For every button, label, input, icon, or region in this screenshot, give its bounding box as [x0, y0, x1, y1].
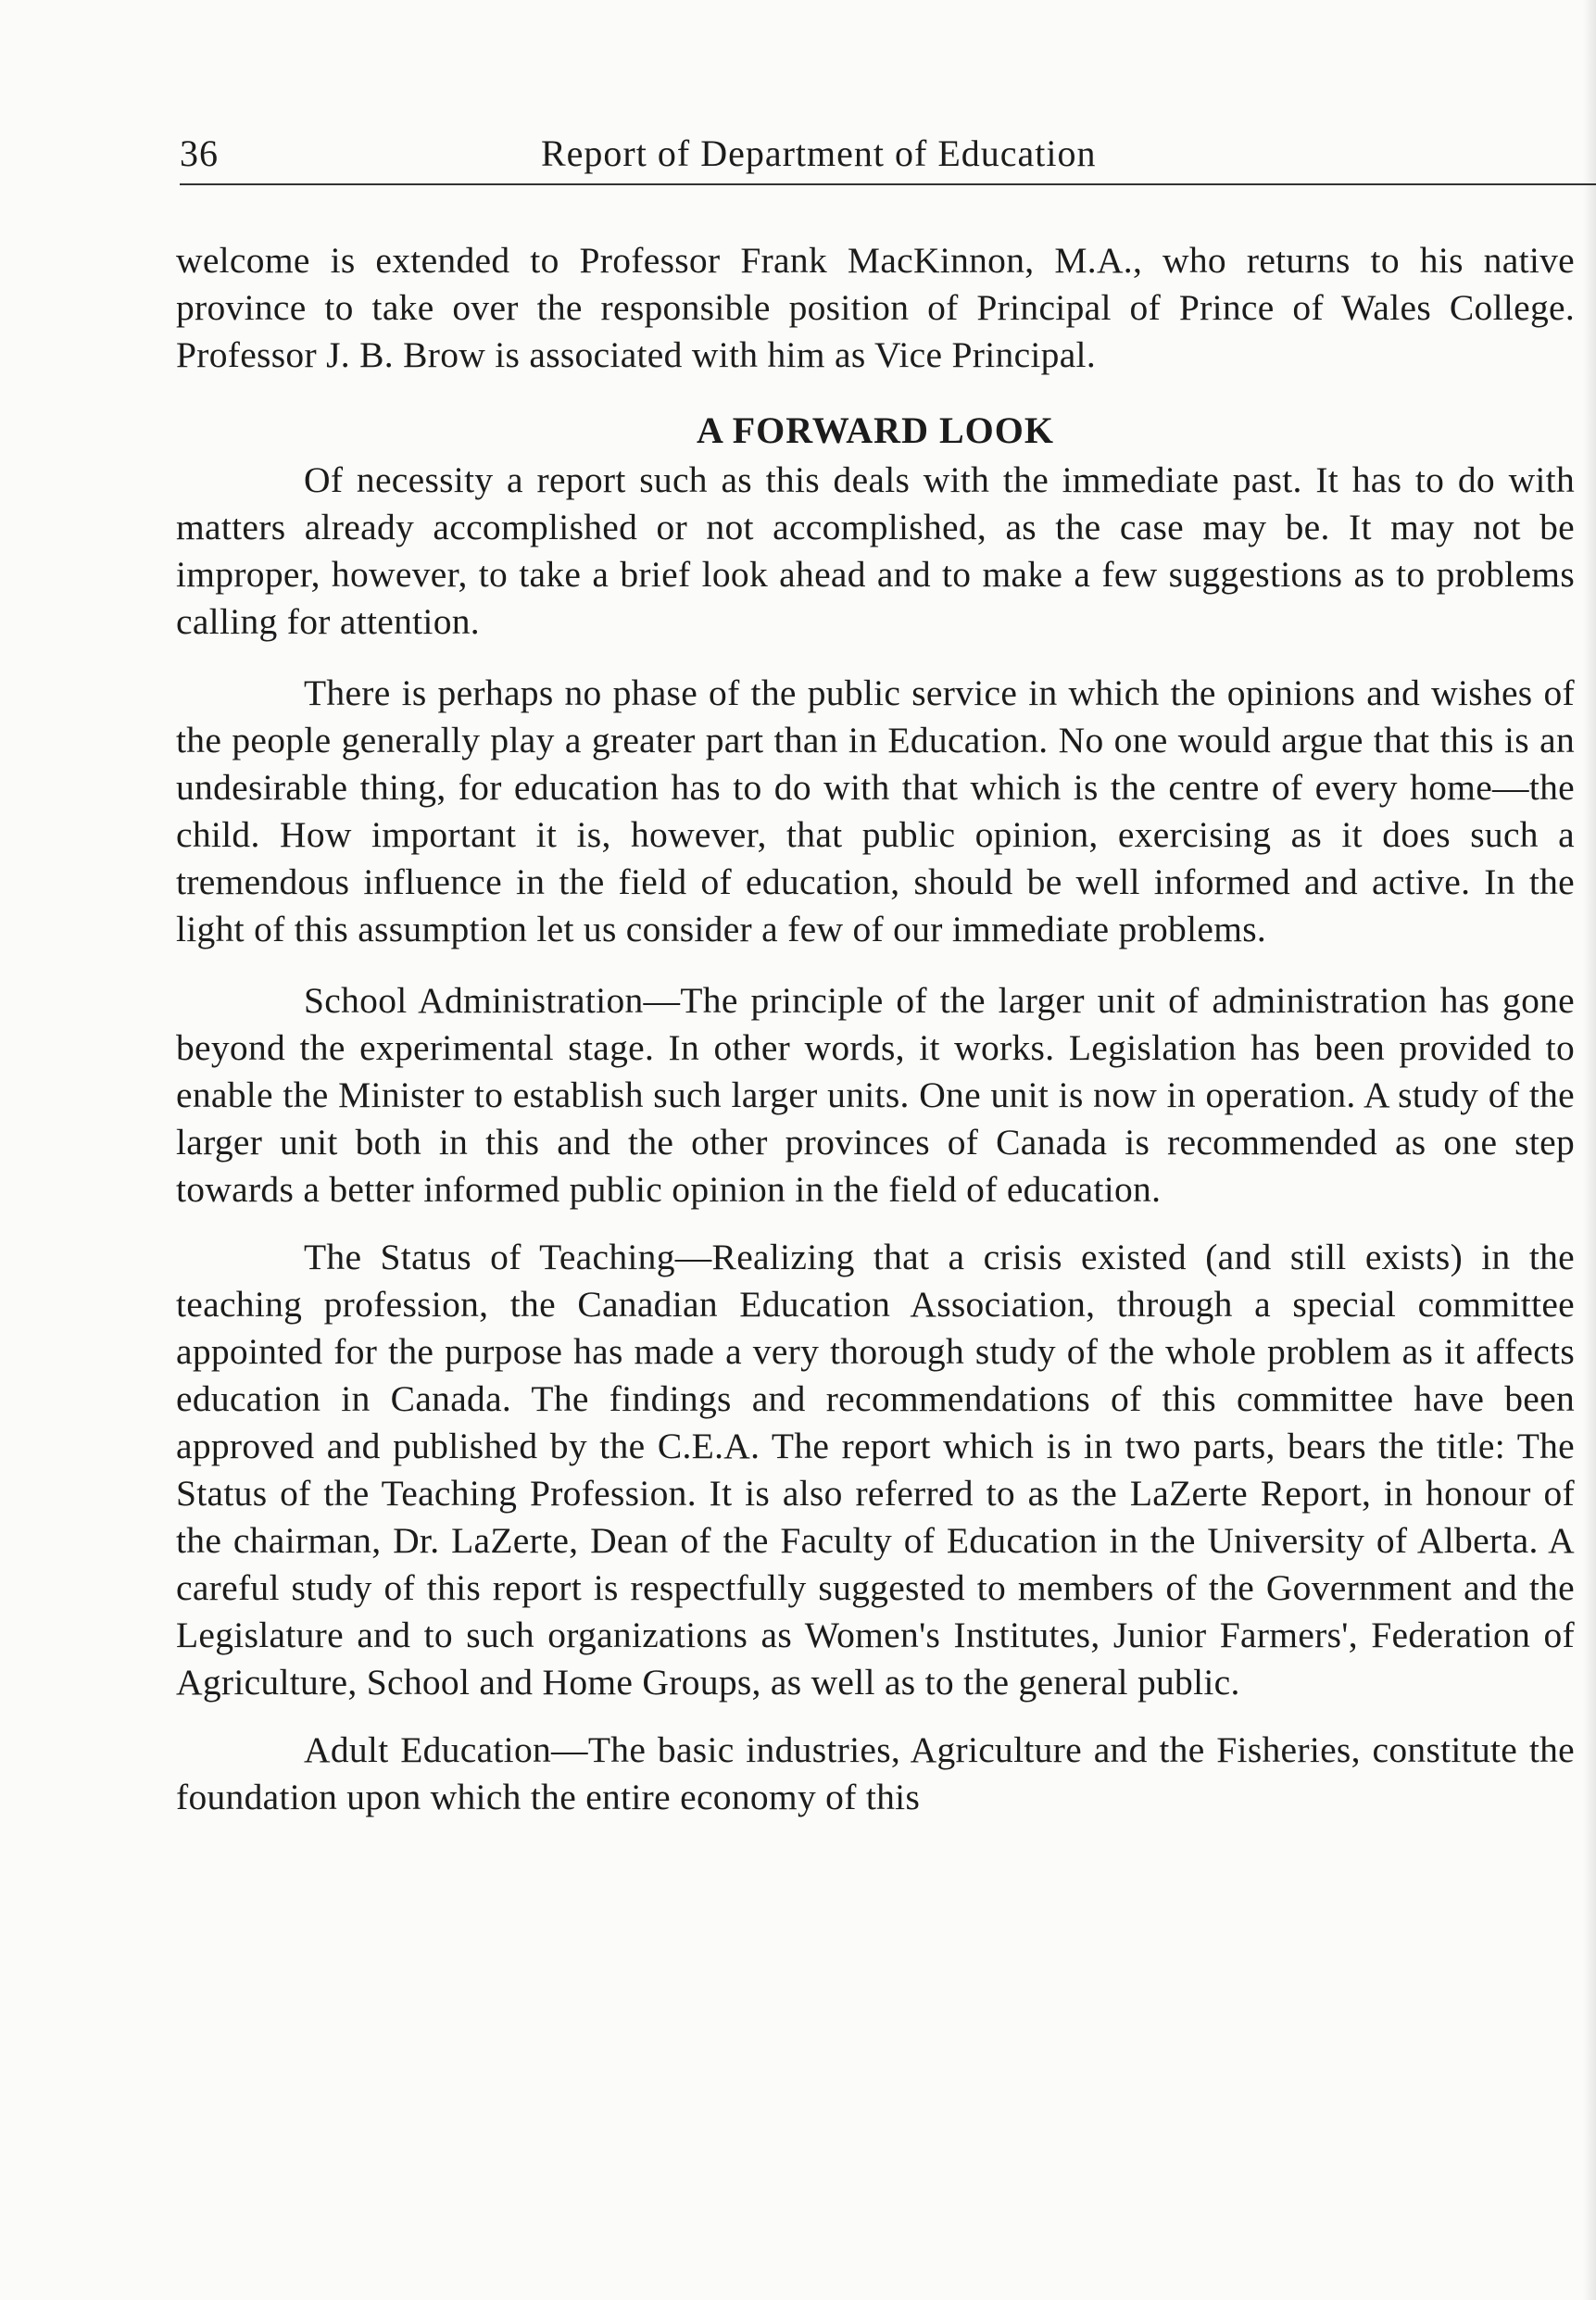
paragraph-forward-look: Of necessity a report such as this deals with the immediate past. It has to do with matters already accomplished or not accomplished, as the case may be. It may not be improper, however, to take a brief look ahead and to make a few suggestions as to problems calling for attention.	[176, 459, 1575, 642]
paragraph-status-of-teaching: The Status of Teaching—Realizing that a crisis existed (and still exists) in the teaching profession, the Canadian Education Association, through a special committee appointed for the purpose has made a very thorough study of the whole problem as it affects education in Canada. The findings and recommendations of this committee have been approved and published by the C.E.A. The report which is in two parts, bears the title: The Status of the Teaching Profession. It is also referred to as the LaZerte Report, in honour of the chairman, Dr. LaZerte, Dean of the Faculty of Education in the University of Alberta. A careful study of this report is respectfully suggested to members of the Government and the Legislature and to such organizations as Women's Institutes, Junior Farmers', Federation of Agriculture, School and Home Groups, as well as to the general public.	[176, 1237, 1575, 1703]
section-heading: A FORWARD LOOK	[697, 409, 1054, 451]
page-header	[180, 119, 1596, 185]
paragraph-school-administration: School Administration—The principle of the larger unit of administration has gone beyond the experimental stage. In other words, it works. Legislation has been provided to enable the Minister to establish such larger units. One unit is now in operation. A study of the larger unit both in this and the other provinces of Canada is recommended as one step towards a better informed public opinion in the field of education.	[176, 980, 1575, 1210]
running-title: Report of Department of Education	[541, 132, 1097, 174]
paragraph-public-opinion: There is perhaps no phase of the public service in which the opinions and wishes of the people generally play a greater part than in Education. No one would argue that this is an undesirable thing, for education has to do with that which is the centre of every home—the child. How important it is, however, that public opinion, exercising as it does such a tremendous influence in the field of education, should be well informed and active. In the light of this assumption let us consider a few of our immediate problems.	[176, 672, 1575, 949]
paragraph-adult-education: Adult Education—The basic industries, Agriculture and the Fisheries, constitute the foundation upon which the entire economy of this	[176, 1729, 1575, 1817]
page-number: 36	[180, 132, 219, 174]
intro-paragraph: welcome is extended to Professor Frank MacKinnon, M.A., who returns to his native province to take over the responsible position of Principal of Prince of Wales College. Professor J. B. Brow is associated with him as Vice Principal.	[176, 240, 1575, 375]
body-text	[176, 237, 1575, 1821]
page-edge-shadow	[1583, 0, 1596, 2300]
